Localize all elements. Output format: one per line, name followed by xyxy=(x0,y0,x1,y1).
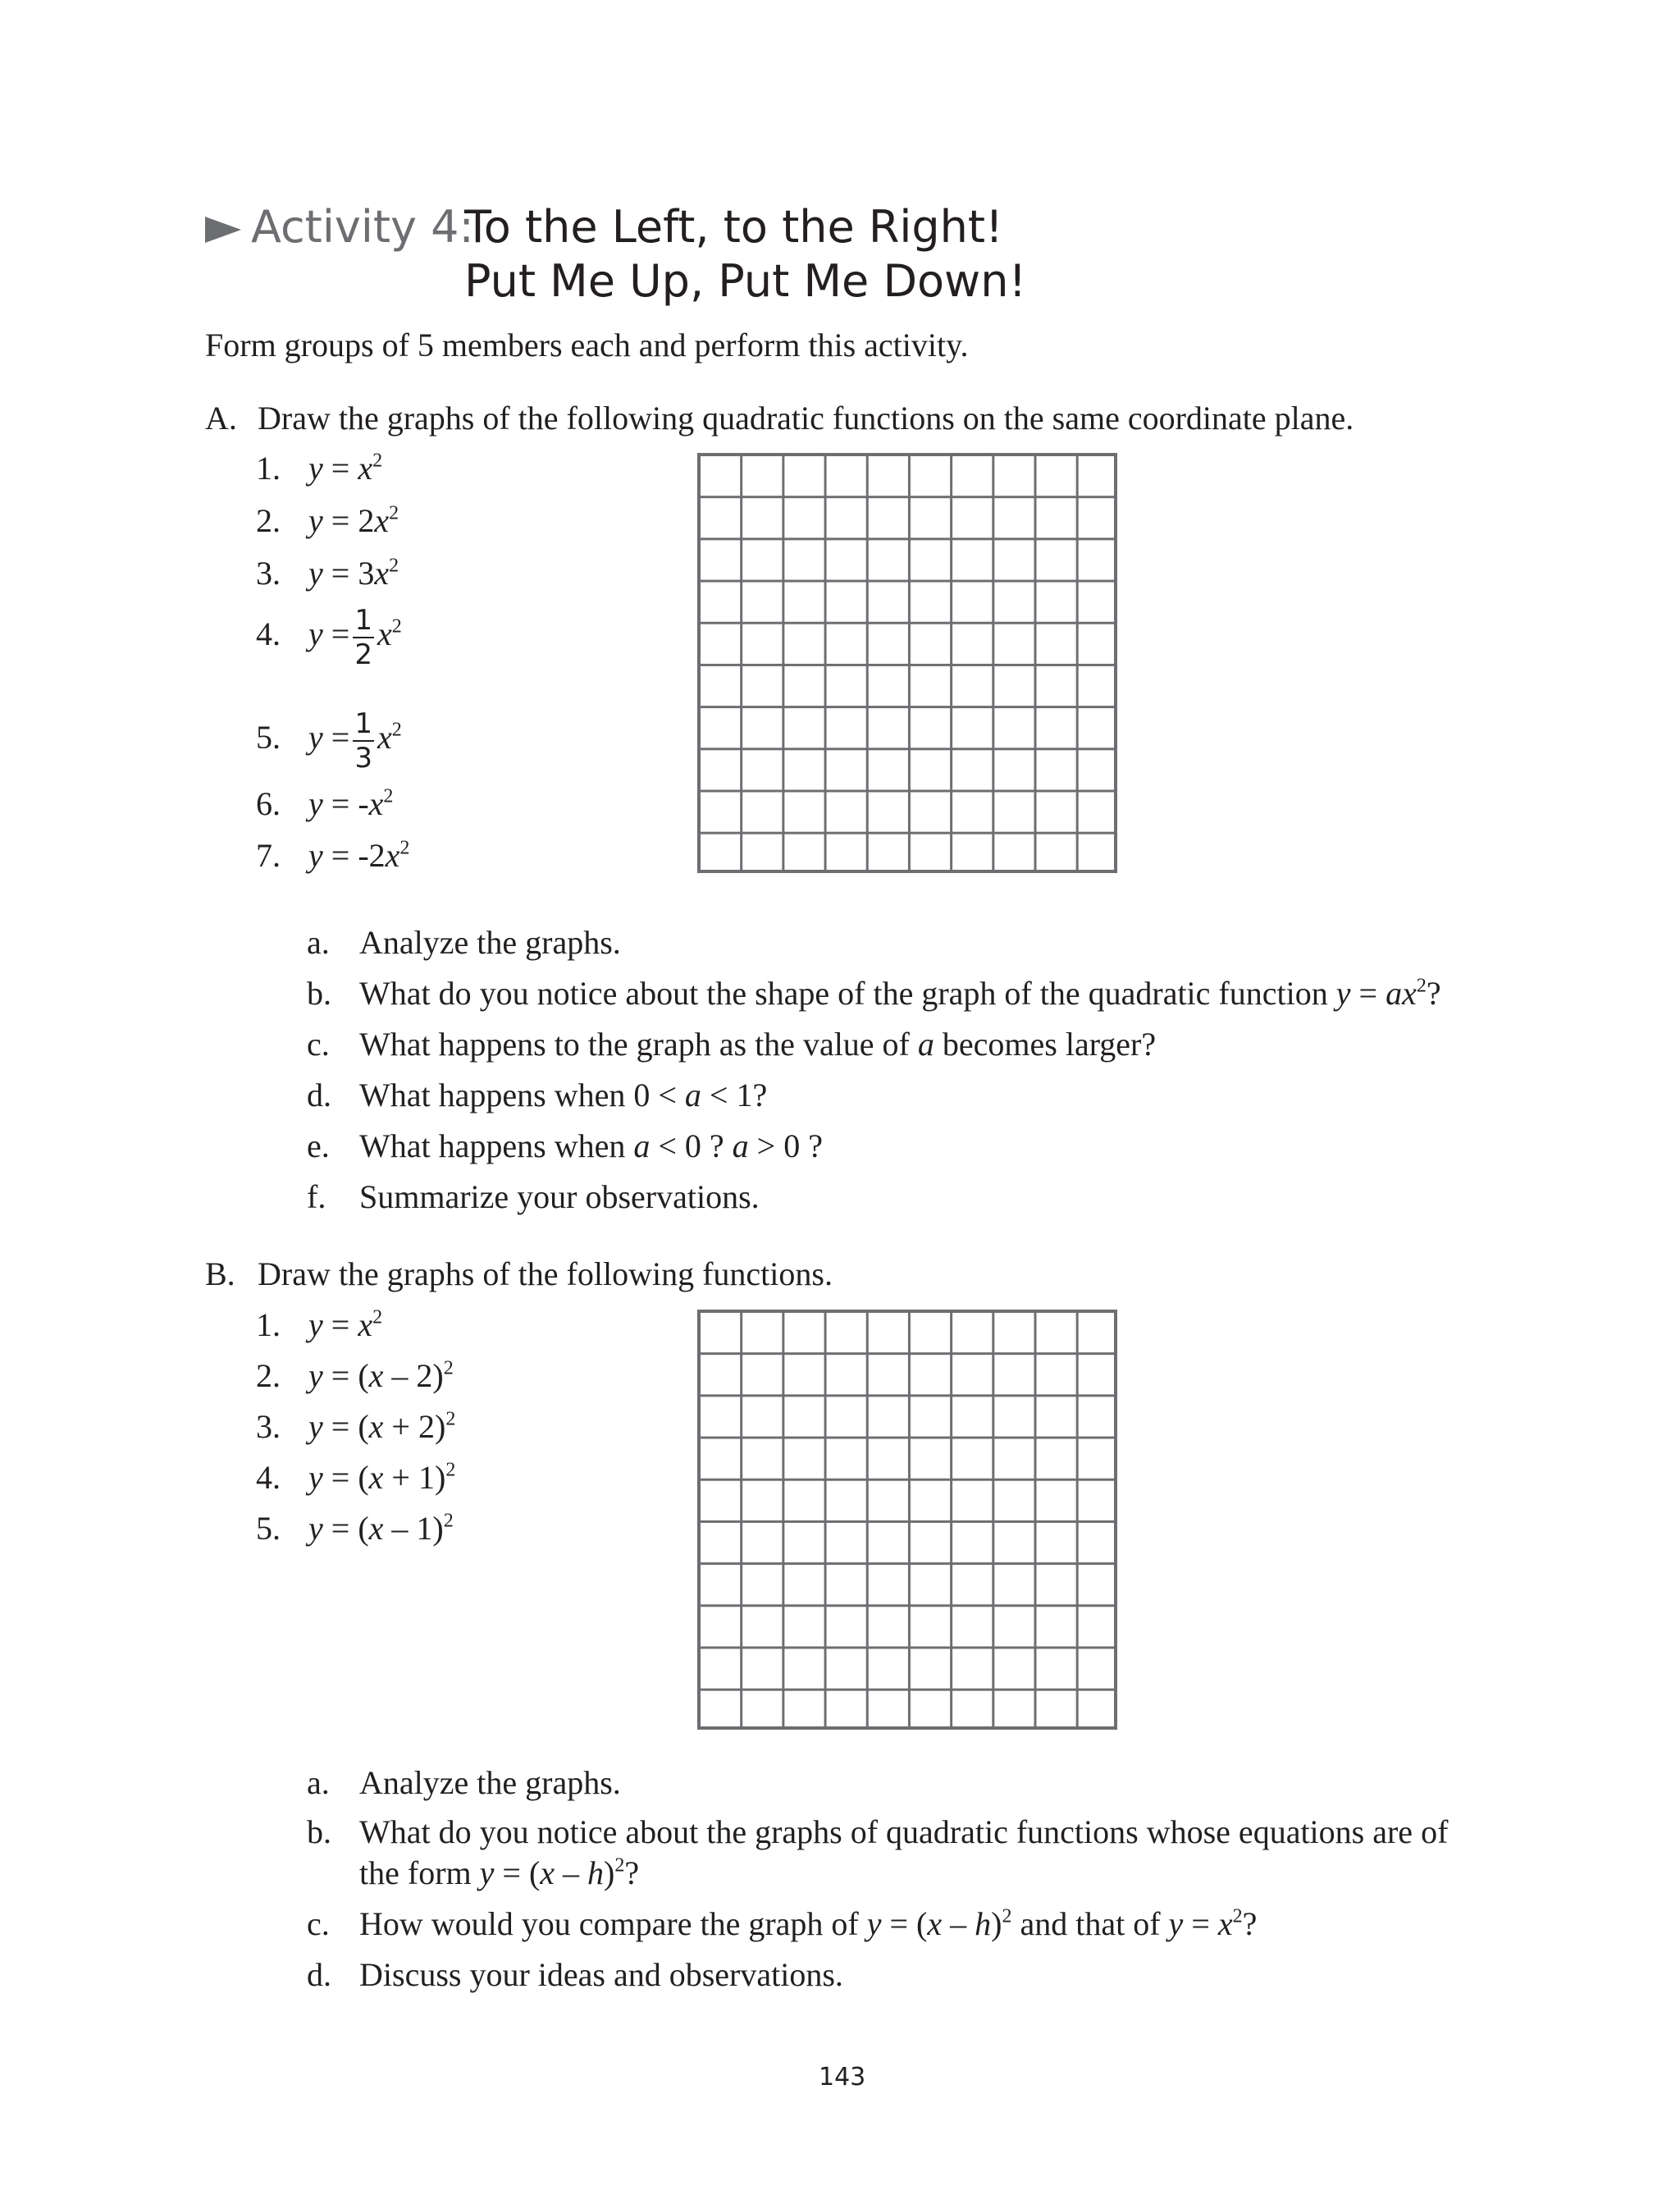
question-a-e: e. What happens when a < 0 ? a > 0 ? xyxy=(307,1127,823,1164)
item-number: 3. xyxy=(256,1408,281,1445)
question-b-b-line2: the form y = (x – h)$^2$? xyxy=(359,1854,640,1891)
item-number: 2. xyxy=(256,502,281,539)
question-letter: f. xyxy=(307,1178,326,1215)
function-a5: 5. y = $\frac{1}{3}$ $x^2$ xyxy=(256,707,402,775)
question-text-end: becomes larger? xyxy=(942,1026,1157,1063)
coefficient: 3 xyxy=(358,555,375,592)
coefficient: 2 xyxy=(358,502,375,539)
question-letter: d. xyxy=(307,1956,331,1993)
question-a-b: b. What do you notice about the shape of the graph of the quadratic function $y = ax^2$? xyxy=(307,975,1441,1012)
question-text: the form xyxy=(359,1854,472,1891)
graph-grid-a[interactable] xyxy=(697,453,1117,873)
function-b1: 1. $y = x^2$ xyxy=(256,1306,383,1343)
item-number: 5. xyxy=(256,1510,281,1547)
function-b2: 2. y = (x – 2)$^2$ xyxy=(256,1357,454,1394)
coefficient: 2 xyxy=(368,837,386,874)
function-b4: 4. $y = (x + 1)^2$ xyxy=(256,1459,456,1496)
function-a1: 1. $y = x^2$ xyxy=(256,450,383,487)
function-a7: 7. $y = -2x^2$ xyxy=(256,837,410,874)
question-b-b xyxy=(307,1813,1448,1851)
shift-term: + 2 xyxy=(391,1408,435,1445)
shift-term: – 1 xyxy=(391,1510,433,1547)
question-letter: c. xyxy=(307,1026,330,1063)
item-number: 1. xyxy=(256,450,281,487)
item-number: 2. xyxy=(256,1357,281,1394)
question-a-c: c. What happens to the graph as the value of a becomes larger? xyxy=(307,1026,1157,1063)
question-letter: e. xyxy=(307,1127,330,1164)
section-a-heading xyxy=(205,400,1354,437)
intro-text: Form groups of 5 members each and perform this activity. xyxy=(205,327,969,363)
item-number: 5. xyxy=(256,719,281,757)
section-b-label: B. xyxy=(205,1255,235,1292)
activity-label: Activity 4: xyxy=(251,201,474,253)
function-a4: 4. y = $\frac{1}{2}$ $x^2$ xyxy=(256,604,402,671)
question-letter: b. xyxy=(307,975,331,1012)
question-text: What happens to the graph as the value of xyxy=(359,1026,910,1063)
item-number: 1. xyxy=(256,1306,281,1343)
item-number: 3. xyxy=(256,555,281,592)
question-text: What do you notice about the graphs of quadratic functions whose equations are of xyxy=(359,1813,1449,1850)
activity-title-line2: Put Me Up, Put Me Down! xyxy=(464,255,1027,307)
question-text: How would you compare the graph of xyxy=(359,1905,859,1942)
function-b3: 3. $y = (x + 2)^2$ xyxy=(256,1408,456,1445)
arrow-icon xyxy=(205,217,241,243)
item-number: 6. xyxy=(256,785,281,822)
question-letter: d. xyxy=(307,1077,331,1113)
shift-term: – 2 xyxy=(391,1357,433,1394)
question-text-end: < 1? xyxy=(709,1077,768,1113)
function-a2: 2. $y = 2x^2$ xyxy=(256,502,399,539)
section-b-heading-text: Draw the graphs of the following functions. xyxy=(258,1255,833,1292)
question-text: Discuss your ideas and observations. xyxy=(359,1956,843,1993)
page-number: 143 xyxy=(819,2063,866,2092)
question-text: What happens when xyxy=(359,1127,626,1164)
fraction-numerator: 1 xyxy=(354,707,372,740)
question-a-f xyxy=(307,1178,760,1216)
question-text: Analyze the graphs. xyxy=(359,924,621,961)
fraction xyxy=(353,707,374,775)
item-number: 4. xyxy=(256,615,281,653)
fraction xyxy=(353,604,374,671)
section-a-label: A. xyxy=(205,400,237,437)
question-letter: b. xyxy=(307,1813,331,1850)
question-text: Summarize your observations. xyxy=(359,1178,760,1215)
question-letter: a. xyxy=(307,924,330,961)
shift-term: + 1 xyxy=(391,1459,435,1496)
item-number: 4. xyxy=(256,1459,281,1496)
item-number: 7. xyxy=(256,837,281,874)
question-b-a xyxy=(307,1764,621,1802)
section-b-heading xyxy=(205,1255,833,1293)
question-text: What happens when 0 < xyxy=(359,1077,677,1113)
question-letter: c. xyxy=(307,1905,330,1942)
function-a6: 6. $y = -x^2$ xyxy=(256,785,394,822)
fraction-denominator: 3 xyxy=(354,742,372,775)
question-b-d xyxy=(307,1956,843,1994)
question-text: What do you notice about the shape of the graph of the quadratic function xyxy=(359,975,1328,1012)
activity-title-line1: To the Left, to the Right! xyxy=(464,201,1003,253)
function-a3: 3. $y = 3x^2$ xyxy=(256,555,399,592)
sign: - xyxy=(358,837,369,874)
function-b5: 5. y = (x – 1)$^2$ xyxy=(256,1510,454,1547)
question-text-mid: and that of xyxy=(1020,1905,1161,1942)
sign: - xyxy=(358,785,369,822)
graph-grid-b[interactable] xyxy=(697,1310,1117,1730)
question-a-d: d. What happens when 0 < a < 1? xyxy=(307,1077,768,1113)
fraction-denominator: 2 xyxy=(354,638,372,671)
question-b-c: c. How would you compare the graph of y = (x – h)$^2$ and that of $y = x^2$? xyxy=(307,1905,1258,1942)
question-letter: a. xyxy=(307,1764,330,1801)
question-text: Analyze the graphs. xyxy=(359,1764,621,1801)
activity-header xyxy=(205,200,474,254)
question-a-a xyxy=(307,924,621,962)
section-a-heading-text: Draw the graphs of the following quadratic functions on the same coordinate plane. xyxy=(258,400,1354,437)
fraction-numerator: 1 xyxy=(354,604,372,637)
